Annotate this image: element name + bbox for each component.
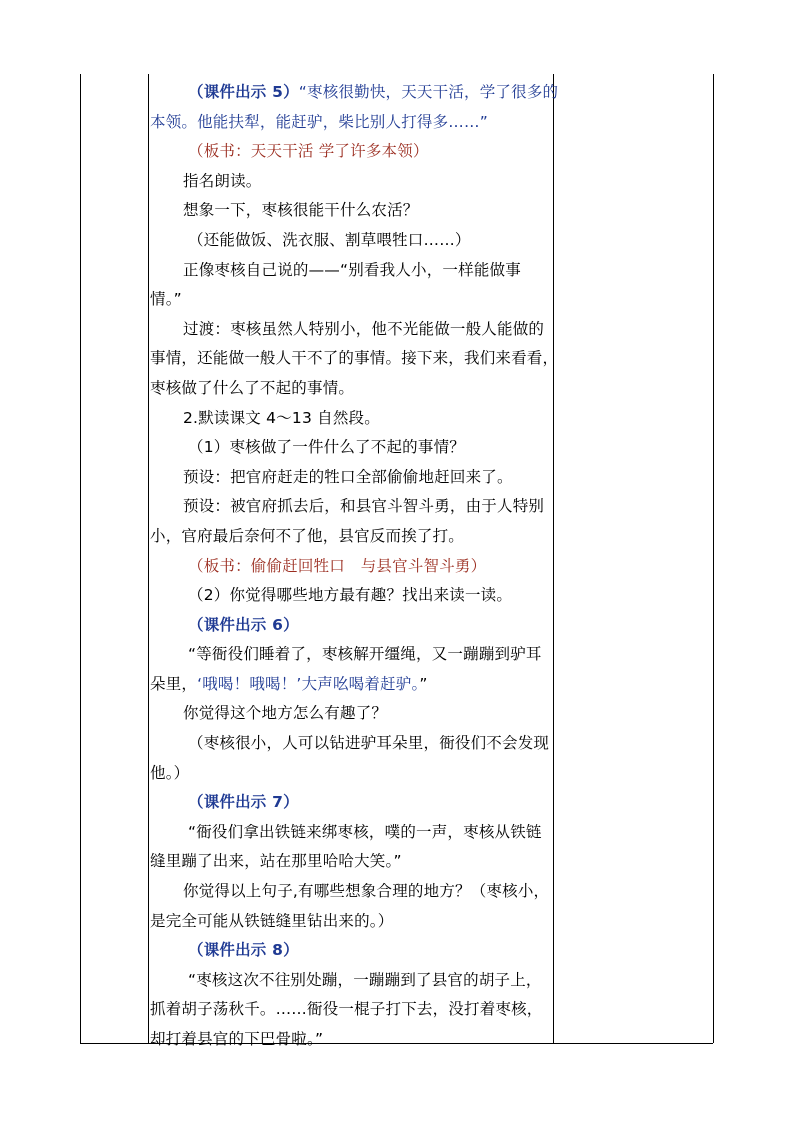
text-segment: 预设：把官府赶走的牲口全部偷偷地赶回来了。 xyxy=(183,467,513,486)
text-line xyxy=(150,907,554,937)
text-line xyxy=(150,611,554,641)
table-column-divider-1 xyxy=(148,74,149,1043)
text-line xyxy=(150,226,554,256)
text-segment: 抓着胡子荡秋千。……衙役一棍子打下去，没打着枣核， xyxy=(150,1000,543,1019)
text-line xyxy=(150,256,554,286)
text-line xyxy=(150,78,559,108)
text-segment: （课件出示 5） xyxy=(188,83,299,101)
text-line xyxy=(150,670,554,700)
text-segment: （还能做饭、洗衣服、割草喂牲口……） xyxy=(188,230,471,249)
text-line xyxy=(150,315,554,345)
text-line xyxy=(150,492,554,522)
text-segment: 本领。他能扶犁，能赶驴，柴比别人打得多……” xyxy=(150,112,488,131)
text-line xyxy=(150,285,554,315)
text-segment: 指名朗读。 xyxy=(183,171,262,190)
text-line xyxy=(150,640,554,670)
text-line xyxy=(150,995,554,1025)
text-line xyxy=(150,404,554,434)
text-segment: 是完全可能从铁链缝里钻出来的。） xyxy=(150,911,394,930)
text-segment: （板书：天天干活 学了许多本领） xyxy=(188,142,429,161)
table-border-left xyxy=(80,74,81,1043)
text-line xyxy=(150,374,554,404)
text-line xyxy=(150,137,554,167)
text-segment: 却打着县官的下巴骨啦。” xyxy=(150,1030,324,1048)
text-segment: “枣核很勤快，天天干活，学了很多的 xyxy=(298,83,559,101)
text-segment: （2）你觉得哪些地方最有趣？找出来读一读。 xyxy=(188,586,513,605)
text-line xyxy=(150,936,554,966)
text-segment: 情。” xyxy=(150,290,182,309)
table-border-right xyxy=(713,74,714,1043)
text-line xyxy=(150,759,554,789)
text-line xyxy=(150,344,559,374)
text-segment: 正像枣核自己说的——“别看我人小，一样能做事 xyxy=(183,260,521,279)
text-segment: ‘哦喝！哦喝！’大声吆喝着赶驴。 xyxy=(197,674,420,693)
text-segment: “枣核这次不往别处蹦，一蹦蹦到了县官的胡子上， xyxy=(188,970,542,989)
text-segment: 过渡：枣核虽然人特别小，他不光能做一般人能做的 xyxy=(183,319,545,338)
text-segment: “衙役们拿出铁链来绑枣核，噗的一声，枣核从铁链 xyxy=(188,822,542,841)
text-segment: ” xyxy=(419,674,428,693)
text-line xyxy=(150,818,554,848)
text-line xyxy=(150,463,554,493)
text-segment: （课件出示 8） xyxy=(188,941,299,960)
text-segment: 2.默读课文 4～13 自然段。 xyxy=(183,408,380,427)
text-segment: 事情，还能做一般人干不了的事情。接下来，我们来看看， xyxy=(150,349,559,368)
text-segment: 朵里， xyxy=(150,674,198,693)
text-segment: （枣核很小，人可以钻进驴耳朵里，衙役们不会发现 xyxy=(188,734,550,753)
text-line xyxy=(150,729,554,759)
text-line xyxy=(150,1025,554,1055)
text-line xyxy=(150,788,554,818)
text-segment: 他。） xyxy=(150,763,190,782)
text-segment: （1）枣核做了一件什么了不起的事情？ xyxy=(188,438,465,457)
text-segment: 你觉得以上句子,有哪些想象合理的地方？（枣核小， xyxy=(183,882,550,901)
text-line xyxy=(150,552,554,582)
text-line xyxy=(150,108,554,138)
text-line xyxy=(150,522,554,552)
text-line xyxy=(150,581,554,611)
text-line xyxy=(150,167,554,197)
text-segment: 你觉得这个地方怎么有趣了？ xyxy=(183,704,388,723)
text-segment: “等衙役们睡着了，枣核解开缰绳，又一蹦蹦到驴耳 xyxy=(188,645,542,664)
text-segment: 枣核做了什么了不起的事情。 xyxy=(150,378,355,397)
text-segment: 预设：被官府抓去后，和县官斗智斗勇，由于人特别 xyxy=(183,497,545,516)
text-segment: （课件出示 6） xyxy=(188,615,299,634)
text-segment: 小，官府最后奈何不了他，县官反而挨了打。 xyxy=(150,526,465,545)
text-line xyxy=(150,699,554,729)
text-segment: （板书：偷偷赶回牲口 与县官斗智斗勇） xyxy=(188,556,487,575)
text-line xyxy=(150,433,554,463)
text-line xyxy=(150,877,554,907)
text-segment: 想象一下，枣核很能干什么农活？ xyxy=(183,201,419,220)
text-segment: （课件出示 7） xyxy=(188,793,299,812)
text-segment: 缝里蹦了出来，站在那里哈哈大笑。” xyxy=(150,852,402,871)
text-line xyxy=(150,196,554,226)
lesson-text-cell xyxy=(150,78,559,1055)
text-line xyxy=(150,966,554,996)
text-line xyxy=(150,847,554,877)
